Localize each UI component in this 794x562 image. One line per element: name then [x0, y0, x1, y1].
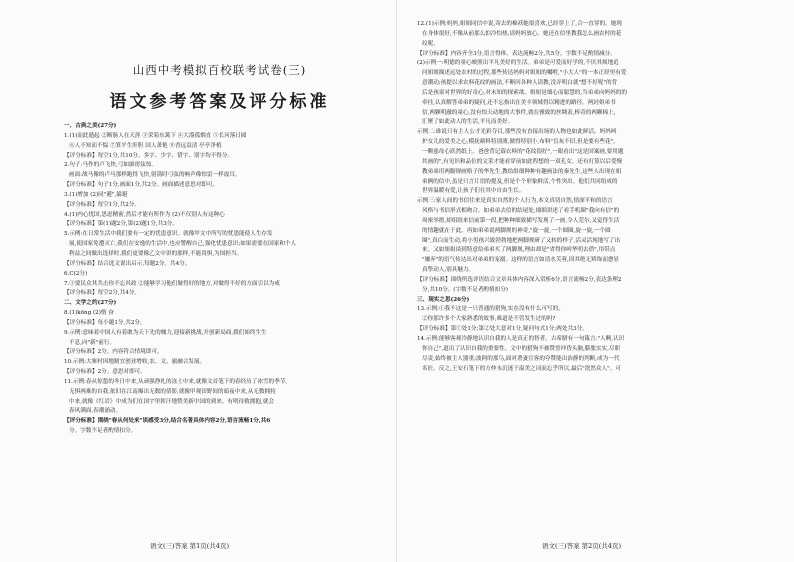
text-line: 尽责,始终被主人器重;波阿的那乌,面对著妻宣客的夸赞能出治静的判断,成为一代 [422, 355, 620, 362]
text-line: 教弟弟用两脚规画格子的华先生,教给组细种种有趣画法的秦先生,这些人出现在姐 [422, 168, 622, 175]
text-line: 12.(1)示例:妈妈,姐姐同信中说,寄去的棉袄她很喜欢,已经穿上了,合一直穿的。她现 [417, 21, 622, 27]
text-line: 10.示例:大寨村因地制宜创业增收,农、文、旅融合发展。 [64, 359, 206, 366]
text-line: 【评分标准】第①处1分;第②处大意对1分,疑问句式1分;两处共3分。 [417, 326, 588, 333]
text-line: 【评分标准】每小题1分,共2分。 [64, 319, 146, 326]
text-line: 3.(1)增加 (2)同"避",躲避 [64, 191, 128, 198]
text-line: 【评分标准】每空2分,共4分。 [64, 290, 141, 297]
text-line: 你自己",道出了认识自我的重要性。文中的猎狗不被赞誉冲昏头脑,膨胀实实,尽职 [422, 345, 621, 352]
text-line: 的情趣就在于此。再如弟弟说两脚规的神奇,"旋一旋,一个圆圈,旋一旋,一个圆 [422, 227, 611, 234]
text-line: (2)示例一:明德的童心映照出平凡美好的生活。弟弟是可爱而好学的,不厌其烦地追 [417, 60, 619, 67]
text-line: 8.(1)kōng (2)惰 奋 [64, 310, 114, 317]
text-line: 不息,向"新"前行。 [69, 339, 116, 346]
text-line: 14.示例:能够客观冷静地认识自我的人是真正的智者。古希腊有一句箴言:"人啊,认识 [417, 336, 625, 342]
text-line: 【评分标准】结合选文说出启示,每题2分。共4分。 [64, 260, 191, 267]
text-line: 11.示例:春从惊蛰的冬日中来,从顽强挣扎的冻土中来,就像文首笔下的春经历了冰雪的季节, [64, 378, 288, 385]
text-line: 圈",真白而生动,将小男孩兴致勃勃地把两脚规研了又转的样子,活灵活现地写了出 [422, 237, 621, 244]
text-line: 利益之间做出选择时,我们更要像乙文中讲的那样,不能畏惧,为国担当。 [69, 250, 243, 257]
text-line: 6.C(2分) [64, 270, 88, 277]
text-line: 【评分标准】2分。意思对即可。 [64, 369, 146, 376]
text-line: ⑥人不知而不愠 ⑦箕平生肝胆 国人萧艳 ⑧香远益清 亭亭净植 [69, 142, 222, 149]
text-line: 弟俩的信中,虽是只言片语的提及,但是个个形象鲜活,个性突出。他们共同组成的 [422, 178, 618, 185]
text-line: 【评分标准】内容齐全3分,语言得体、表达流畅2分,共5分。字数不足酌情减分。 [417, 50, 616, 57]
right-page [397, 0, 794, 562]
left-page-body [64, 122, 375, 437]
section-heading-line: 二、文学之约(27分) [64, 300, 117, 307]
text-line: 护女儿的爱美之心,模抚颜料特别薄,做得特别小,布料"盲灰不旧,但是要有些花", [422, 139, 616, 146]
section-heading-line: 【评分标准】围绕"春从何处来"谈感受3分,结合名著具体内容2分,语言流畅1分,共6 [64, 418, 271, 425]
text-line: 展,使国家免遭灭亡,我们在安逸的生活中,也应警醒自己,强化忧患意识;如果需要在国家和个人 [69, 241, 297, 248]
text-line: 分,共10分。(字数不足者酌情扣分) [422, 286, 508, 293]
exam-title: 山西中考模拟百校联考试卷(三) [132, 63, 307, 77]
text-line: 纹呢。 [422, 40, 439, 47]
main-title: 语文参考答案及评分标准 [109, 92, 330, 112]
text-line: 示例三:家人间的书信往来是真实自然的个人行为,本文真切自然,情深平和的语言 [417, 198, 613, 205]
text-line: 周密举措,却组组来信前第一段,把种种细致描写发现了一画,令人莞尔,又觉得生活 [422, 217, 620, 224]
text-line: 世界温暖有爱,让孩子们在其中自由生长。 [422, 188, 525, 195]
text-line: 9.示例:意味着中国人有着敢为天下先的魄力,迎接新挑战,开创新局面,我们始终生生 [64, 329, 267, 336]
text-line: 意潮动;孩提以求农料花纹的画法,不断问各种人请教,没弄明白就"想不好呢"的背 [422, 80, 618, 87]
text-line: 【评分标准】第(1)题2分,第(2)题1分,共3分。 [64, 221, 178, 228]
text-line: 【评分标准】每空1分,共10分。多字、少字、错字、别字均不得分。 [64, 152, 234, 159]
text-line: 问姐姐描述远处农村的过程,那些传达妈妈对姐姐的嘱咐,"小大人"的一本正经里有爱 [422, 70, 627, 77]
text-line: 【评分标准】每空1分,共2分。 [64, 201, 141, 208]
right-page-footer: 语文(三)答案 第2页(共4页) [542, 542, 621, 550]
text-line: 7.①要民众其共击你不忘其政 ②能够学习他们做得好的地方,对做得不好的方面引以为戒 [64, 280, 280, 287]
text-line: 中来,就像《红岩》中成为们在国宇里挥汗地赞美新中国的到来。有明待救拥抱,就会 [69, 398, 274, 405]
text-line: 其画的",有见识和品位的文采才能看穿前如此程想的一双孔女。还有打算以后爱慢 [422, 158, 623, 165]
text-line: 名匠。反之,王安石笔下的方仲永沉迷于溢美之词而忘乎所以,最后"泯然众人"。可 [422, 365, 621, 372]
text-line: 风格与书信形式相吻合。如弟弟去信的结尾处,细细讲述了看手机圈"我向有信"的 [422, 208, 620, 215]
text-line: 来。又如姐姐谈到特意给弟弟买了两脚规,理由却是"省得你呵华明去借",用带点 [422, 247, 616, 254]
text-line: 一颗慈母心跃然纸上。爸爸背记载衣料的"花纹很好",一眼看出"这是国案画,要用题 [422, 148, 624, 155]
text-line: 汇聚了如此动人的生活,平凡而美好。 [422, 119, 514, 126]
text-line: 5.示例:在日常生活中我们要有一定的忧患意识。就像甲文中所写的忧患能使人生存发 [64, 231, 273, 238]
text-line: 示例二:谁说只有主人公才光彩夺目,那些没有直接出场的人物也如此鲜活。妈妈呵 [417, 129, 617, 136]
text-line: 1.(1)而此遁起 ②断肠人在天涯 ③采菊东篱下 ④大漠孤烟直 ⑤长河落日圆 [64, 132, 247, 139]
text-line: 【评分标准】句子1分,画面1分,共2分。画面描述意思对即可。 [64, 182, 219, 189]
text-line: 信,两颗明澈的童心,没有惊天动地的大事件,就在雅致的丝绸表,棒奇的两颗棉上, [422, 109, 616, 116]
text-line: ②你那许多个大家熟悉的故事,难道是不管发生过的吗? [422, 316, 556, 323]
text-line: 画面:战马像的卢马那样跑得飞快,射箭时弓弦的响声像惊雷一样震耳。 [69, 172, 241, 179]
text-line: 【评分标准】2分。内容符合情境即可。 [64, 349, 163, 356]
text-line: 【评分标准】围绕所选评语结合文章具体内容深入赏析6分,语言流畅2分,表达条理2 [417, 276, 622, 283]
text-line: "嫌弃"的语气传达出对弟弟的宠溺。这样的语言如清水芙蓉,因其绝无矫饰而愈显 [422, 257, 620, 264]
left-page-footer: 语文(三)答案 第1页(共4页) [150, 542, 229, 550]
section-heading-line: 三、现实之思(26分) [417, 296, 470, 303]
text-line: 13.示例:①我不这是一只普通的猎狗,实在没有什么可写的。 [417, 306, 564, 313]
text-line: 后是孩童对世界的好奇心,对未知的探索欲。姐姐是细心而聪慧的,当弟弟向妈妈的的 [422, 89, 627, 96]
section-heading-line: 一、古典之美(27分) [64, 123, 117, 129]
right-page-body [417, 20, 754, 374]
text-line: 无惧两难的自我,依旧在江南爆出无数的倩影,就像甲观田野间的暗夜中来,从无数拥持 [69, 388, 276, 395]
text-line: 春风满面,春潮涌动。 [69, 408, 122, 415]
text-line: 在身体很好,不像从前那么怕冷怕热,请妈妈放心。她还在信里教我怎么画农村的花 [422, 30, 622, 37]
text-line: 2.句子:马作的卢飞快,弓如霹雳弦惊。 [64, 162, 157, 169]
text-line: 牵挂,认真解答弟弟的疑问,还不忘指出在美丰领域得以精进的路径。两封姐弟书 [422, 99, 616, 106]
text-line: 4.(1)内心忧国,思虑精密,然后才能有所作为 (2)不仅别人有这种心 [64, 211, 225, 218]
text-line: 真挚动人,别具魅力。 [422, 267, 475, 274]
text-line: 分。字数不足者酌情扣分。 [69, 428, 137, 435]
